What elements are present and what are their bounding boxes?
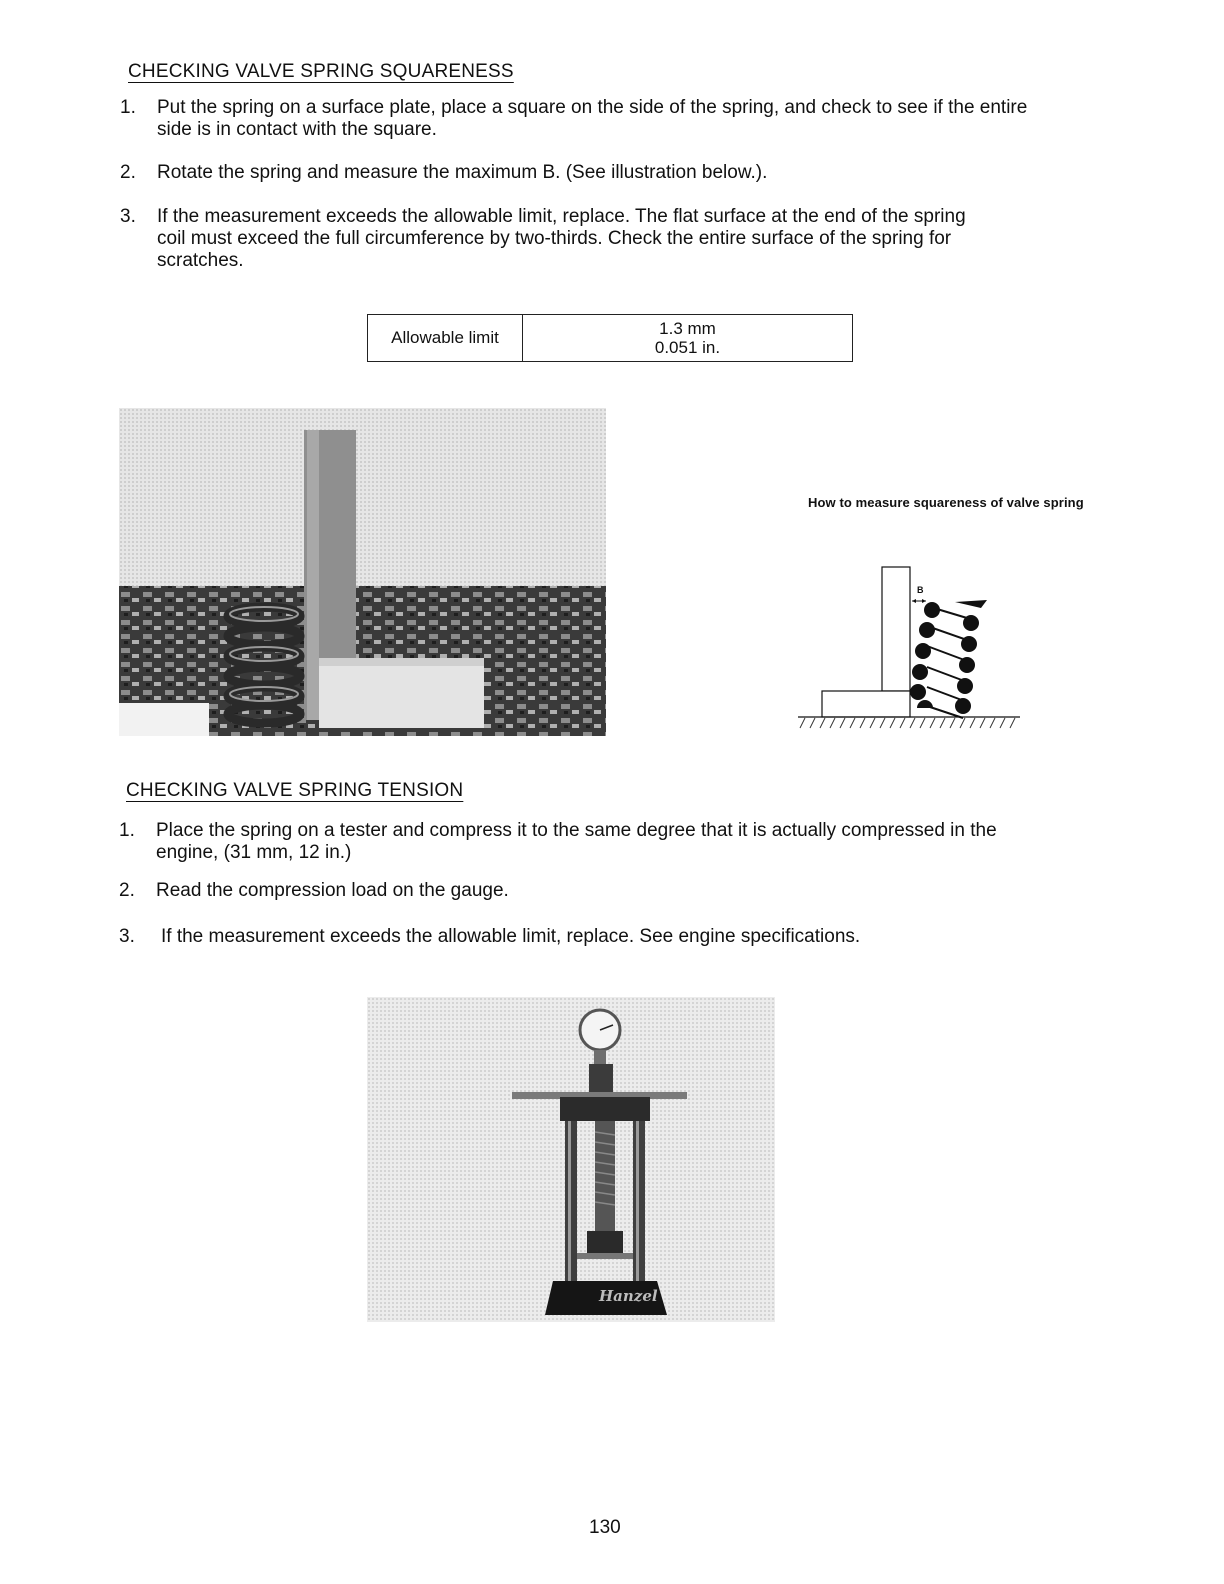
step-text: Place the spring on a tester and compress it to the same degree that it is actually compressed in the engine, (31 mm, 12 in.) bbox=[156, 820, 997, 863]
squareness-diagram-graphic bbox=[795, 560, 1025, 738]
squareness-photo bbox=[119, 408, 606, 736]
step-text: Rotate the spring and measure the maximum B. (See illustration below.). bbox=[157, 162, 768, 183]
tension-tester-photo bbox=[367, 997, 775, 1322]
page-number: 130 bbox=[589, 1517, 621, 1538]
step-number: 1. bbox=[120, 97, 136, 118]
diagram-caption: How to measure squareness of valve spring bbox=[808, 495, 1084, 510]
step-number: 2. bbox=[120, 162, 136, 183]
allowable-limit-table bbox=[367, 314, 853, 362]
squareness-photo-graphic bbox=[119, 408, 606, 736]
list-item bbox=[119, 926, 1039, 948]
step-number: 3. bbox=[119, 926, 135, 947]
list-item bbox=[119, 820, 1039, 864]
list-item bbox=[120, 97, 1040, 141]
step-number: 1. bbox=[119, 820, 135, 841]
step-text: Put the spring on a surface plate, place a square on the side of the spring, and check to see if the entire side is in contact with the square. bbox=[157, 97, 1028, 140]
squareness-diagram bbox=[795, 560, 1025, 738]
tension-tester-graphic bbox=[367, 997, 775, 1322]
list-item bbox=[119, 880, 1039, 902]
dimension-b-label: B bbox=[917, 585, 924, 595]
step-text: Read the compression load on the gauge. bbox=[156, 880, 509, 901]
limit-metric: 1.3 mm bbox=[659, 319, 716, 338]
limit-values bbox=[523, 315, 852, 361]
step-text: If the measurement exceeds the allowable limit, replace. The flat surface at the end of the spring coil must exceed the full circumference by two-thirds. Check the entire surface of the spring for scratches. bbox=[157, 206, 966, 271]
limit-imperial: 0.051 in. bbox=[654, 338, 721, 357]
step-number: 3. bbox=[120, 206, 136, 227]
list-item bbox=[120, 206, 1040, 272]
step-number: 2. bbox=[119, 880, 135, 901]
section-heading-squareness: CHECKING VALVE SPRING SQUARENESS bbox=[128, 61, 514, 82]
tester-brand-label: Hanzel bbox=[599, 1287, 658, 1305]
section-heading-tension: CHECKING VALVE SPRING TENSION bbox=[126, 780, 464, 801]
limit-label: Allowable limit bbox=[368, 315, 523, 361]
list-item bbox=[120, 162, 1040, 184]
step-text: If the measurement exceeds the allowable limit, replace. See engine specifications. bbox=[161, 926, 861, 947]
